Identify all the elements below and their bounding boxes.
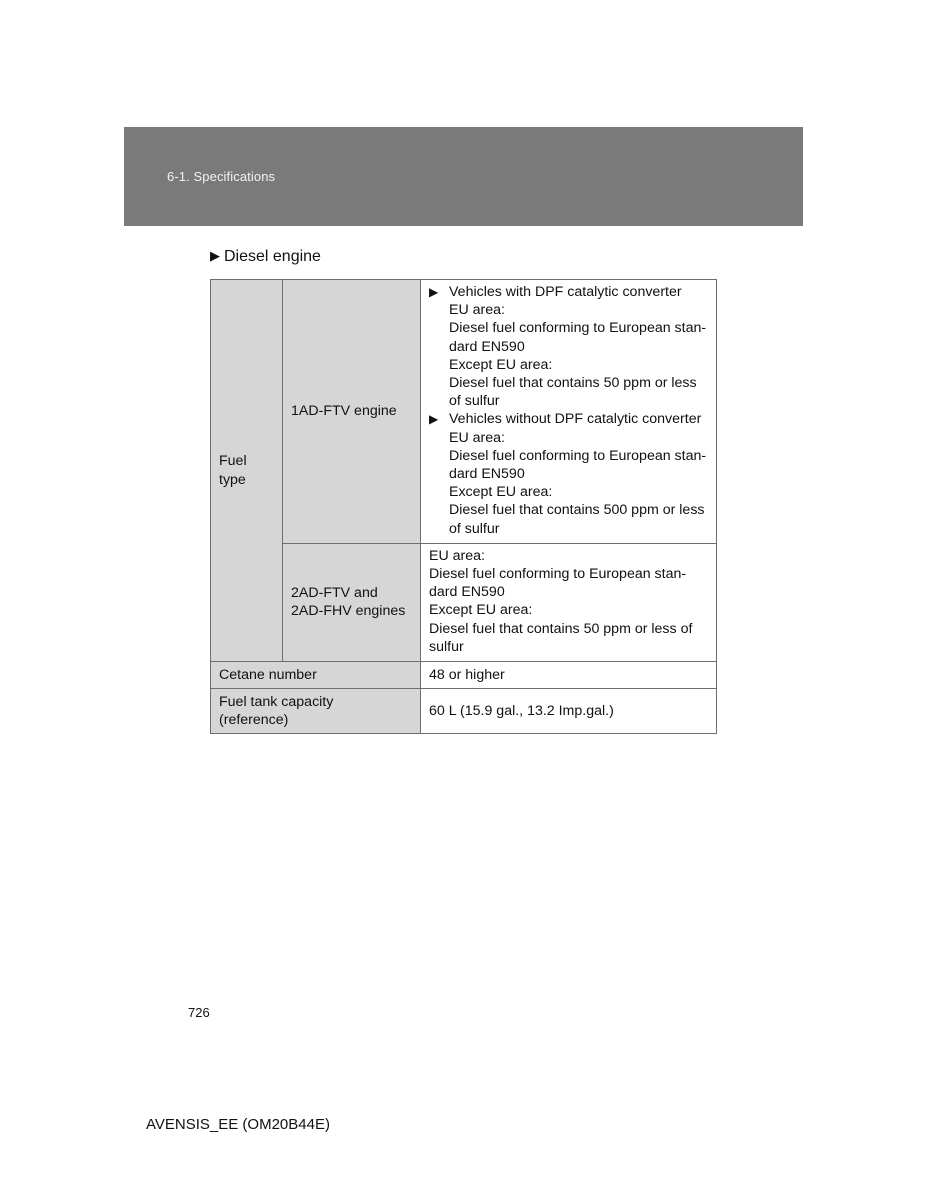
engine-1ad-text: 1AD-FTV engine	[291, 403, 397, 420]
fuel-spec-line: Diesel fuel conforming to European stan-	[449, 447, 707, 464]
fuel-spec-line: EU area:	[449, 429, 505, 446]
manual-model-code: AVENSIS_EE (OM20B44E)	[146, 1116, 330, 1133]
diesel-engine-heading-text: Diesel engine	[224, 248, 321, 265]
engine-2ad-label	[283, 543, 421, 661]
fuel-spec-line: EU area:	[449, 302, 505, 319]
table-row-2ad	[211, 543, 717, 661]
fuel-spec-line: Diesel fuel that contains 50 ppm or less	[449, 375, 697, 392]
cetane-value	[421, 662, 717, 689]
cetane-value-text: 48 or higher	[429, 666, 505, 683]
diesel-spec-table	[210, 279, 717, 734]
fuel-spec-line: Except EU area:	[429, 602, 533, 619]
triangle-marker-icon: ▶	[429, 285, 439, 299]
fuel-type-label-text: Fuel type	[219, 453, 247, 488]
tank-label-text: Fuel tank capacity (reference)	[219, 693, 334, 729]
section-title: 6-1. Specifications	[167, 169, 276, 184]
fuel-spec-line: EU area:	[429, 547, 485, 564]
fuel-1ad-blocks	[429, 280, 708, 543]
fuel-variant-title: Vehicles with DPF catalytic converter	[449, 284, 682, 300]
fuel-spec-line: dard EN590	[449, 466, 525, 483]
fuel-spec-line: Diesel fuel that contains 50 ppm or less of	[429, 620, 693, 637]
triangle-marker-icon: ▶	[210, 248, 220, 263]
fuel-variant-heading	[429, 283, 708, 301]
table-row-tank	[211, 689, 717, 734]
fuel-spec-line: Except EU area:	[449, 484, 553, 501]
cetane-label	[211, 662, 421, 689]
fuel-variant-heading	[429, 410, 708, 428]
fuel-spec-line: dard EN590	[429, 584, 505, 601]
diesel-engine-heading	[210, 248, 321, 266]
fuel-2ad-cell	[421, 543, 717, 661]
chapter-header-band	[124, 127, 803, 226]
fuel-spec-line: Diesel fuel conforming to European stan-	[429, 566, 687, 583]
fuel-1ad-cell	[421, 280, 717, 544]
table-row-cetane	[211, 662, 717, 689]
fuel-spec-line: dard EN590	[449, 338, 525, 355]
tank-value	[421, 689, 717, 734]
triangle-marker-icon: ▶	[429, 412, 439, 427]
fuel-spec-line: Diesel fuel that contains 500 ppm or less	[449, 502, 705, 519]
fuel-spec-line: Diesel fuel conforming to European stan-	[449, 320, 707, 337]
fuel-spec-line: sulfur	[429, 638, 464, 655]
tank-label	[211, 689, 421, 734]
cetane-label-text: Cetane number	[219, 666, 317, 683]
fuel-variant-title: Vehicles without DPF catalytic converter	[449, 411, 702, 428]
engine-1ad-label	[283, 280, 421, 544]
fuel-spec-line: of sulfur	[449, 393, 500, 410]
engine-2ad-text: 2AD-FTV and 2AD-FHV engines	[291, 585, 406, 620]
table-row-1ad	[211, 280, 717, 544]
fuel-spec-line: of sulfur	[449, 520, 500, 537]
tank-value-text: 60 L (15.9 gal., 13.2 Imp.gal.)	[429, 702, 614, 719]
page-number: 726	[188, 1005, 210, 1020]
fuel-2ad-lines	[429, 544, 708, 661]
fuel-type-label	[211, 280, 283, 662]
fuel-spec-line: Except EU area:	[449, 356, 553, 373]
